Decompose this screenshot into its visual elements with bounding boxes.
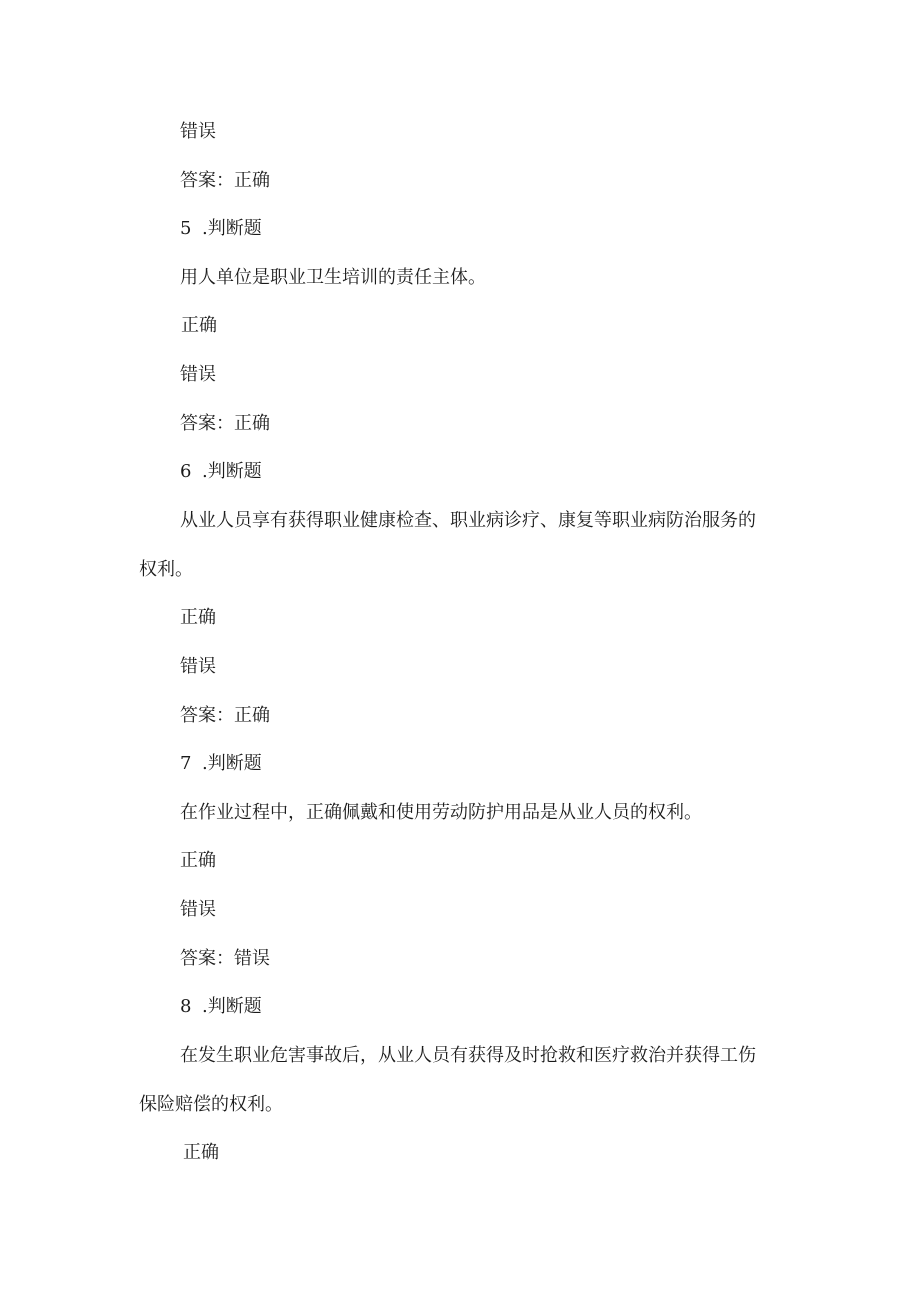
question-type: .判断题 bbox=[202, 218, 262, 239]
question-type: .判断题 bbox=[202, 753, 262, 774]
option-correct: 正确 bbox=[181, 315, 217, 336]
question-header bbox=[180, 461, 262, 483]
option-wrong: 错误 bbox=[180, 121, 216, 142]
question-text: 在发生职业危害事故后，从业人员有获得及时抢救和医疗救治并获得工伤 bbox=[180, 1045, 756, 1066]
option-correct: 正确 bbox=[180, 607, 216, 628]
question-text-continued: 权利。 bbox=[139, 559, 193, 580]
answer-line: 答案：正确 bbox=[180, 170, 270, 191]
question-number: 6 bbox=[180, 461, 192, 482]
question-header bbox=[180, 996, 262, 1018]
option-wrong: 错误 bbox=[180, 364, 216, 385]
answer-line: 答案：错误 bbox=[180, 948, 270, 969]
option-correct: 正确 bbox=[183, 1142, 219, 1163]
question-text-continued: 保险赔偿的权利。 bbox=[139, 1094, 283, 1115]
question-header bbox=[180, 218, 262, 240]
question-type: .判断题 bbox=[202, 996, 262, 1017]
question-text: 从业人员享有获得职业健康检查、职业病诊疗、康复等职业病防治服务的 bbox=[180, 510, 756, 531]
answer-line: 答案：正确 bbox=[180, 413, 270, 434]
question-number: 5 bbox=[180, 218, 192, 239]
option-wrong: 错误 bbox=[180, 656, 216, 677]
question-text: 用人单位是职业卫生培训的责任主体。 bbox=[180, 267, 486, 288]
answer-line: 答案：正确 bbox=[180, 705, 270, 726]
question-number: 7 bbox=[180, 753, 192, 774]
question-number: 8 bbox=[180, 996, 192, 1017]
question-header bbox=[180, 753, 262, 775]
question-type: .判断题 bbox=[202, 461, 262, 482]
option-wrong: 错误 bbox=[180, 899, 216, 920]
option-correct: 正确 bbox=[180, 850, 216, 871]
question-text: 在作业过程中，正确佩戴和使用劳动防护用品是从业人员的权利。 bbox=[180, 802, 702, 823]
